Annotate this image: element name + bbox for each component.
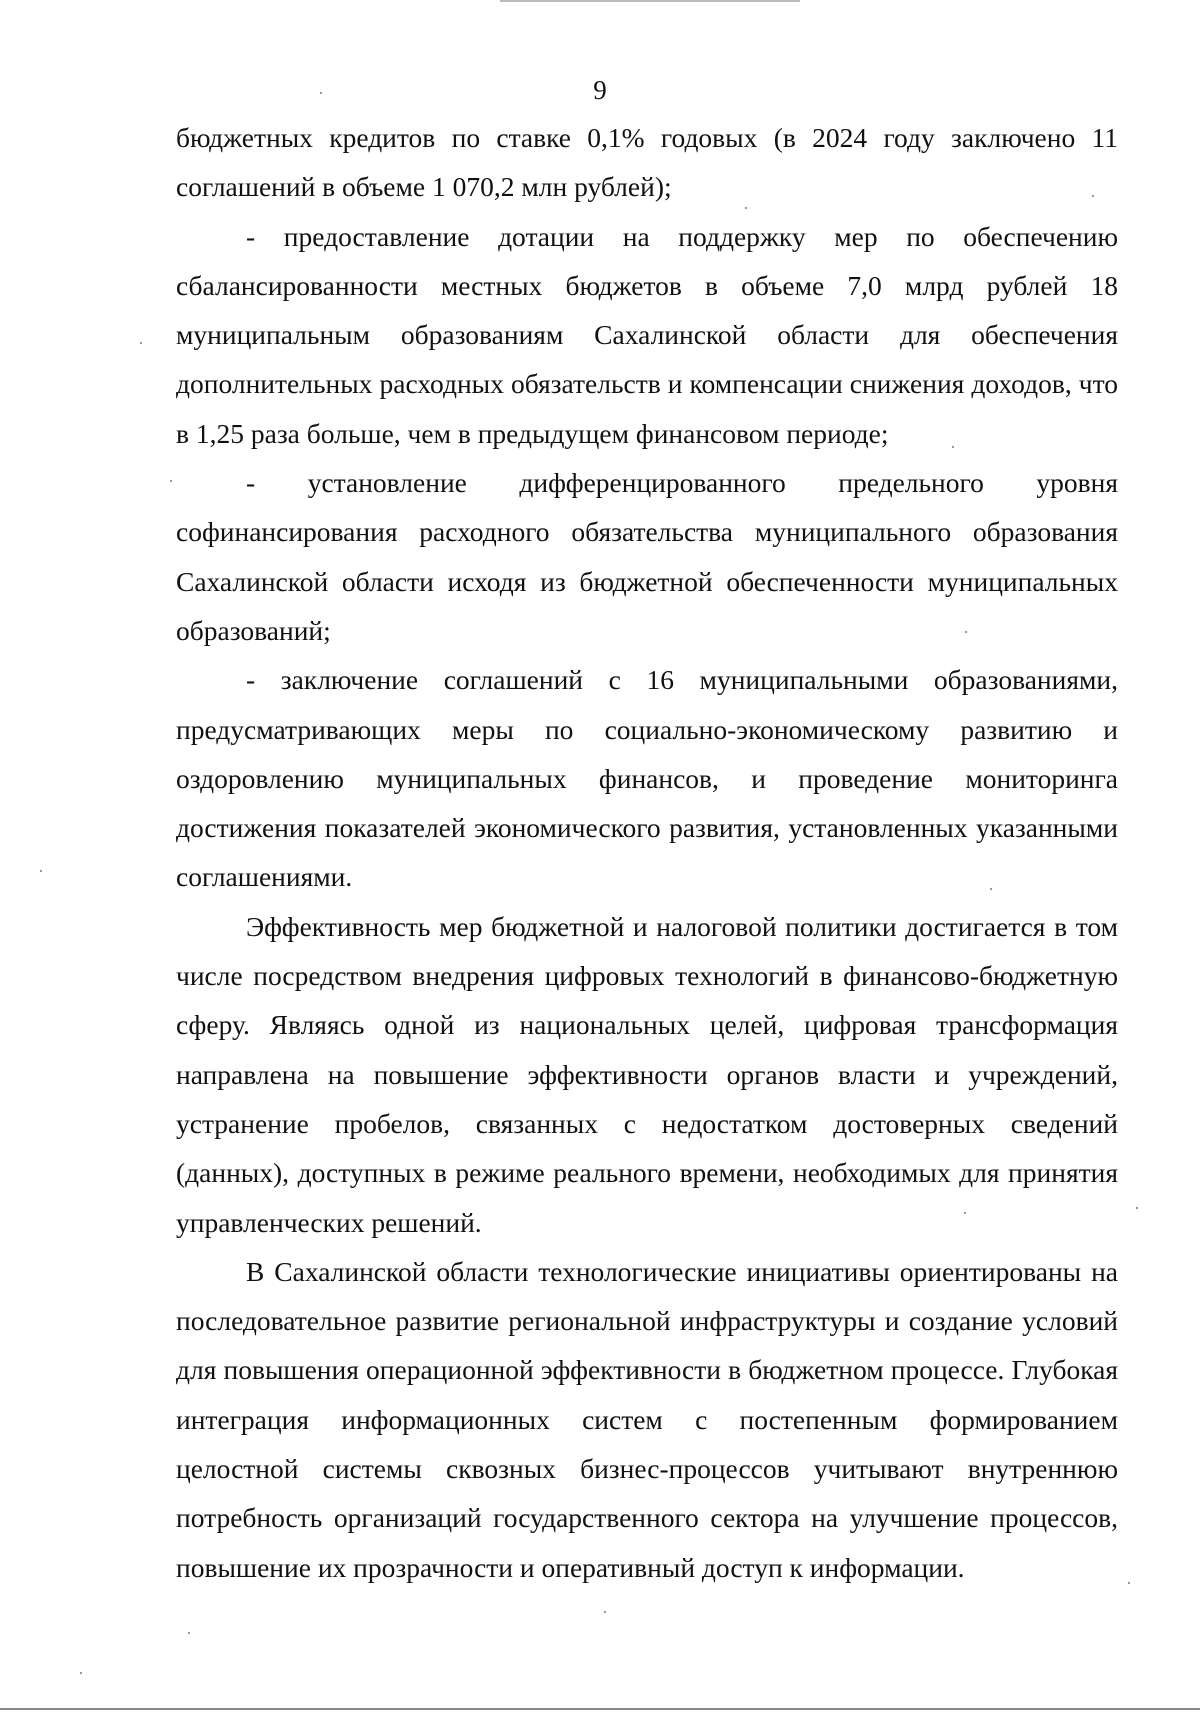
list-item-agreements: - заключение соглашений с 16 муниципальными образованиями, предусматривающих меры по социально-экономическому развитию и оздоровлению муниципальных финансов, и проведение мониторинга достижения показателей экономического развития, установленных указанными соглашениями. [176,664,1118,893]
scan-speck [320,92,322,94]
list-item-cofinancing: - установление дифференцированного предельного уровня софинансирования расходного обязательства муниципального образования Сахалинской области исходя из бюджетной обеспеченности муниципальных образований; [176,467,1118,646]
scan-speck [965,631,967,633]
scan-top-edge [500,0,800,2]
scan-speck [990,888,992,890]
page-number: 9 [593,75,607,105]
scan-speck [604,1611,606,1613]
paragraph-digital-efficiency: Эффективность мер бюджетной и налоговой политики достигается в том числе посредством внедрения цифровых технологий в финансово-бюджетную сферу. Являясь одной из национальных целей, цифровая трансформация направлена на повышение эффективности органов власти и учреждений, устранение пробелов, связанных с недостатком достоверных сведений (данных), доступных в режиме реального времени, необходимых для принятия управленческих решений. [176,910,1118,1238]
scan-speck [1128,1582,1130,1584]
list-item-subsidy: - предоставление дотации на поддержку мер по обеспечению сбалансированности местных бюджетов в объеме 7,0 млрд рублей 18 муниципальным образованиям Сахалинской области для обеспечения дополнительных расходных обязательств и компенсации снижения доходов, что в 1,25 раза больше, чем в предыдущем финансовом периоде; [176,220,1118,449]
scan-speck [140,342,142,344]
paragraph-continuation: бюджетных кредитов по ставке 0,1% годовых (в 2024 году заключено 11 соглашений в объеме 1 070,2 млн рублей); [176,122,1118,203]
scan-speck [188,1632,190,1634]
scan-speck [40,870,42,872]
scan-speck [964,1212,966,1214]
document-body [176,113,1118,1592]
scan-speck [745,207,747,209]
scan-speck [80,1672,82,1674]
scan-speck [1092,195,1094,197]
scan-bottom-edge [0,1708,1200,1710]
scan-speck [170,480,172,482]
scan-speck [1136,1207,1138,1209]
scan-speck [952,446,954,448]
paragraph-technology-initiatives: В Сахалинской области технологические инициативы ориентированы на последовательное развитие региональной инфраструктуры и создание условий для повышения операционной эффективности в бюджетном процессе. Глубокая интеграция информационных систем с постепенным формированием целостной системы сквозных бизнес-процессов учитывают внутреннюю потребность организаций государственного сектора на улучшение процессов, повышение их прозрачности и оперативный доступ к информации. [176,1255,1118,1583]
